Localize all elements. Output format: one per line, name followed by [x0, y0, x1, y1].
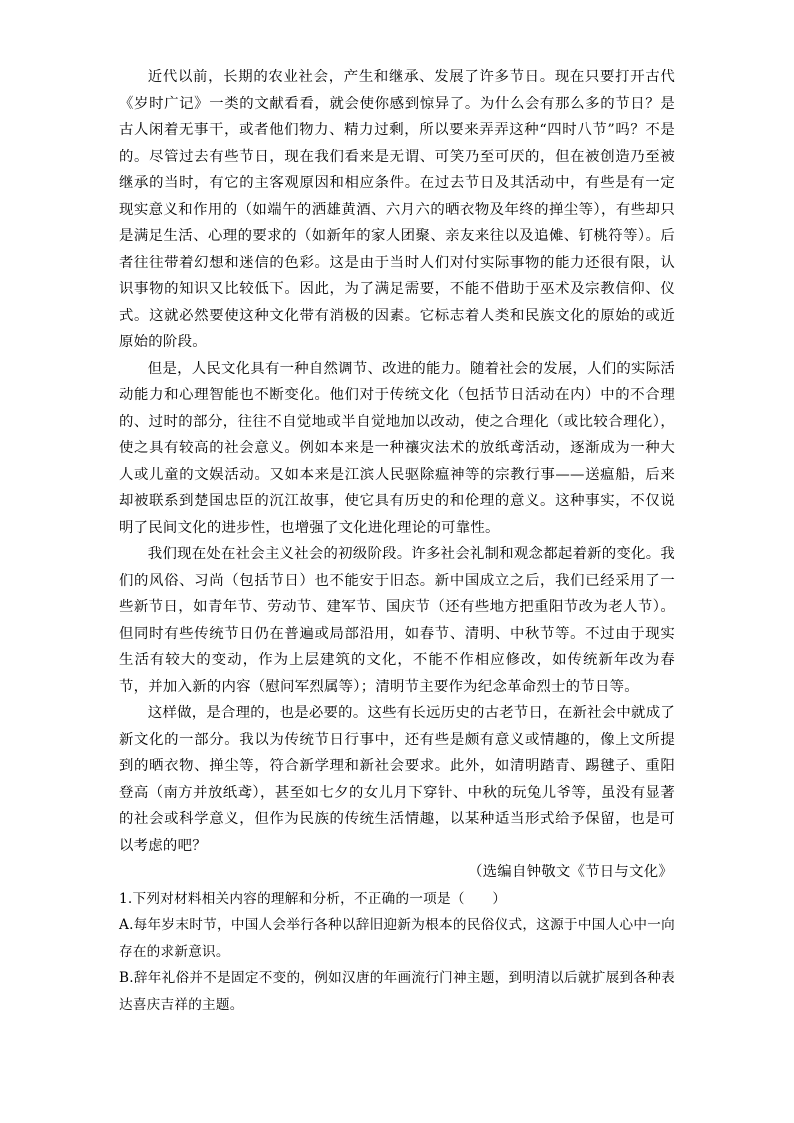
source-citation: （选编自钟敬文《节日与文化》 — [468, 864, 673, 880]
option-b: B.辞年礼俗并不是固定不变的，例如汉唐的年画流行门神主题，到明清以后就扩展到各种表达喜庆吉祥的主题。 — [119, 970, 675, 1013]
paragraph-2: 但是，人民文化具有一种自然调节、改进的能力。随着社会的发展，人们的实际活动能力和心理智能也不断变化。他们对于传统文化（包括节日活动在内）中的不合理的、过时的部分，往往不自觉地或半自觉地加以改动，使之合理化（或比较合理化），使之具有较高的社会意义。例如本来是一种禳灾法术的放纸鸢活动，逐渐成为一种大人或儿童的文娱活动。又如本来是江滨人民驱除瘟神等的宗教行事——送瘟船，后来却被联系到楚国忠臣的沉江故事，使它具有历史的和伦理的意义。这种事实，不仅说明了民间文化的进步性，也增强了文化进化理论的可靠性。 — [119, 360, 675, 536]
article-body — [119, 64, 675, 886]
paragraph-3: 我们现在处在社会主义社会的初级阶段。许多社会礼制和观念都起着新的变化。我们的风俗、习尚（包括节日）也不能安于旧态。新中国成立之后，我们已经采用了一些新节日，如青年节、劳动节、建军节、国庆节（还有些地方把重阳节改为老人节）。但同时有些传统节日仍在普遍或局部沿用，如春节、清明、中秋节等。不过由于现实生活有较大的变动，作为上层建筑的文化，不能不作相应修改，如传统新年改为春节，并加入新的内容（慰问军烈属等）；清明节主要作为纪念革命烈士的节日等。 — [119, 546, 675, 695]
option-a: A.每年岁末时节，中国人会举行各种以辞旧迎新为根本的民俗仪式，这源于中国人心中一向存在的求新意识。 — [119, 917, 675, 960]
paragraph-1: 近代以前，长期的农业社会，产生和继承、发展了许多节日。现在只要打开古代《岁时广记》一类的文献看看，就会使你感到惊异了。为什么会有那么多的节日？是古人闲着无事干，或者他们物力、精力过剩，所以要来弄弄这种“四时八节”吗？不是的。尽管过去有些节日，现在我们看来是无谓、可笑乃至可厌的，但在被创造乃至被继承的当时，有它的主客观原因和相应条件。在过去节日及其活动中，有些是有一定现实意义和作用的（如端午的洒雄黄酒、六月六的晒衣物及年终的掸尘等），有些却只是满足生活、心理的要求的（如新年的家人团聚、亲友来往以及追傩、钉桃符等）。后者往往带着幻想和迷信的色彩。这是由于当时人们对付实际事物的能力还很有限，认识事物的知识又比较低下。因此，为了满足需要，不能不借助于巫术及宗教信仰、仪式。这就必然要使这种文化带有消极的因素。它标志着人类和民族文化的原始的或近原始的阶段。 — [119, 69, 675, 350]
question-block — [119, 886, 675, 1019]
paragraph-4: 这样做，是合理的，也是必要的。这些有长远历史的古老节日，在新社会中就成了新文化的一部分。我以为传统节日行事中，还有些是颇有意义或情趣的，像上文所提到的晒衣物、掸尘等，符合新学理和新社会要求。此外，如清明踏青、踢毽子、重阳登高（南方并放纸鸢），甚至如七夕的女儿月下穿针、中秋的玩兔儿爷等，虽没有显著的社会或科学意义，但作为民族的传统生活情趣，以某种适当形式给予保留，也是可以考虑的吧？ — [119, 705, 675, 854]
document-page — [119, 64, 675, 1018]
question-stem: 1.下列对材料相关内容的理解和分析，不正确的一项是（ ） — [119, 890, 507, 907]
